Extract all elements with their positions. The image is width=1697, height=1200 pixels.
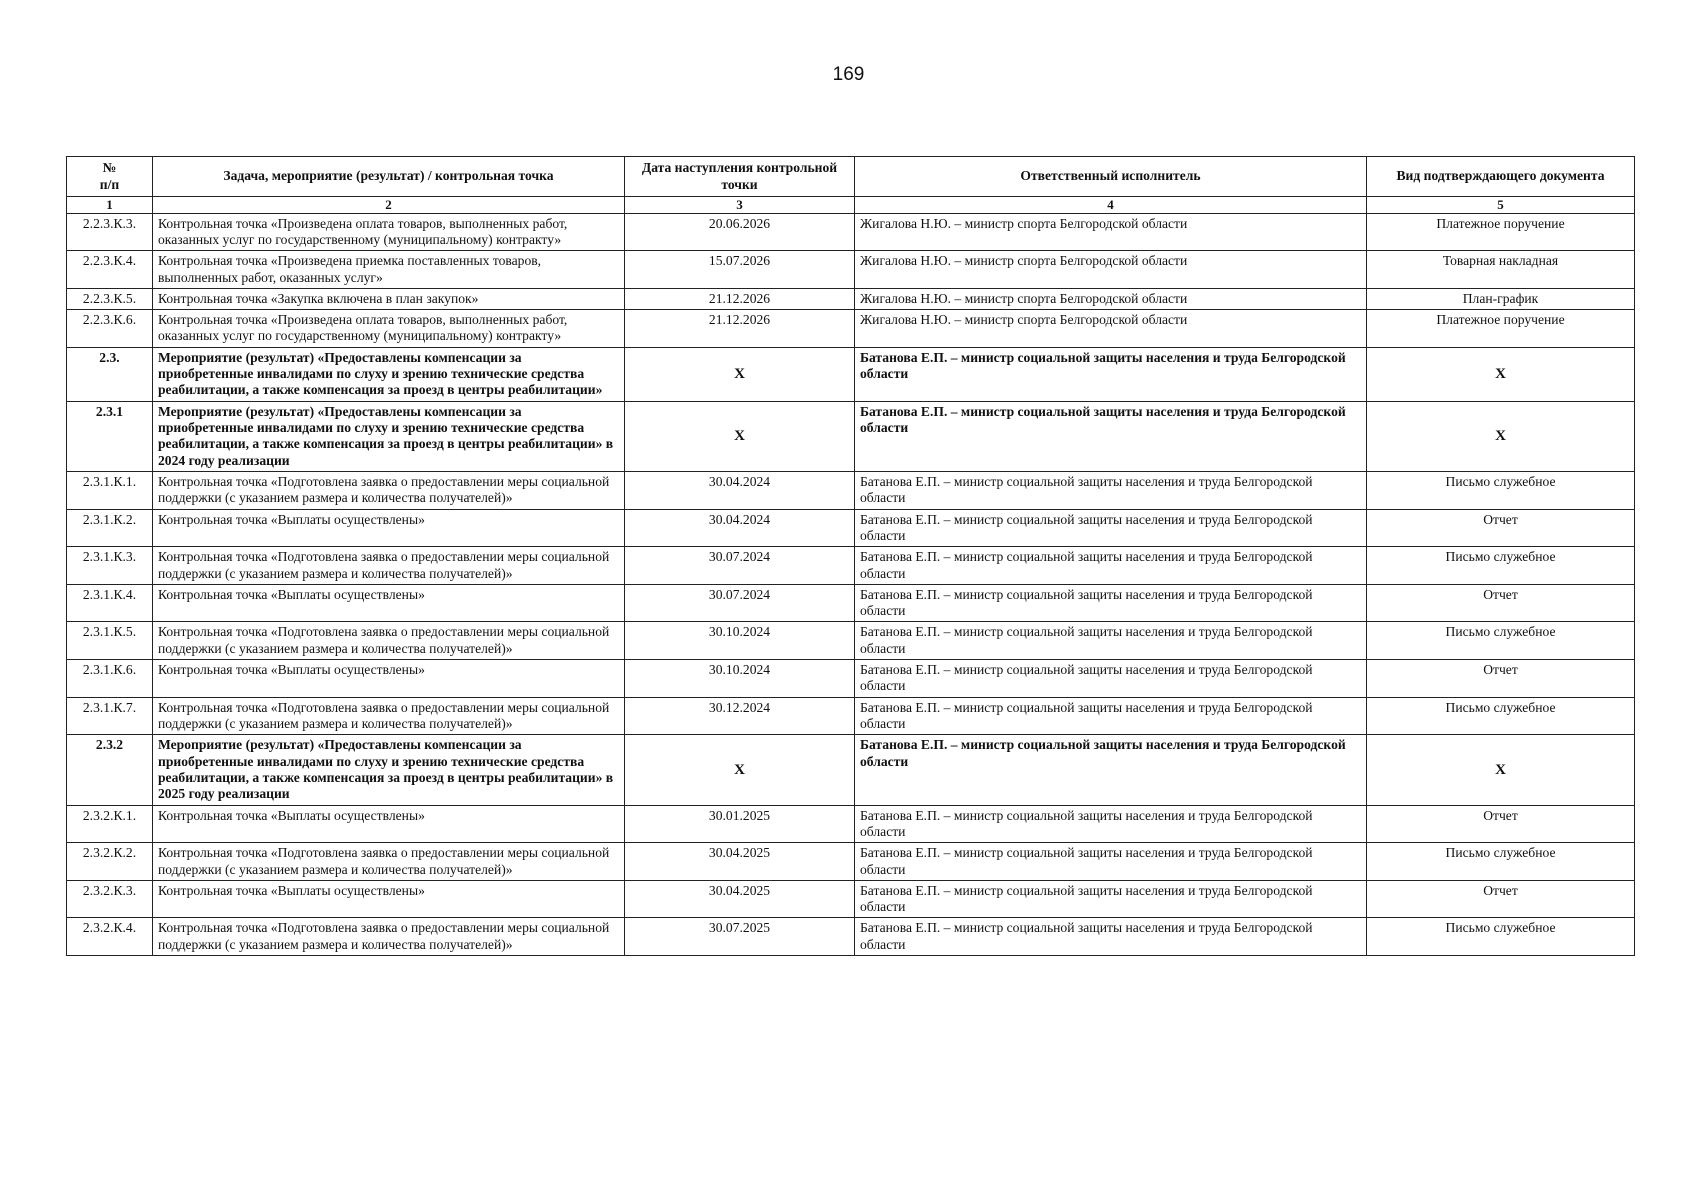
row-task: Контрольная точка «Произведена оплата товаров, выполненных работ, оказанных услуг по государственному (муниципальному) контракту» xyxy=(153,213,625,251)
page-number: 169 xyxy=(832,64,865,85)
row-executor: Батанова Е.П. – министр социальной защиты населения и труда Белгородской области xyxy=(855,401,1367,471)
row-executor: Батанова Е.П. – министр социальной защиты населения и труда Белгородской области xyxy=(855,843,1367,881)
row-date: X xyxy=(625,401,855,471)
table-row xyxy=(67,843,1635,881)
row-document: X xyxy=(1367,735,1635,805)
row-date: X xyxy=(625,735,855,805)
row-document: Отчет xyxy=(1367,509,1635,547)
row-task: Мероприятие (результат) «Предоставлены компенсации за приобретенные инвалидами по слуху и зрению технические средства реабилитации, а также компенсация за проезд в центры реабилитации» в 2024 году реализации xyxy=(153,401,625,471)
row-executor: Батанова Е.П. – министр социальной защиты населения и труда Белгородской области xyxy=(855,509,1367,547)
row-task: Контрольная точка «Выплаты осуществлены» xyxy=(153,584,625,622)
row-executor: Батанова Е.П. – министр социальной защиты населения и труда Белгородской области xyxy=(855,660,1367,698)
row-executor: Батанова Е.П. – министр социальной защиты населения и труда Белгородской области xyxy=(855,471,1367,509)
row-task: Контрольная точка «Выплаты осуществлены» xyxy=(153,880,625,918)
row-date: 30.04.2025 xyxy=(625,843,855,881)
row-date: 30.10.2024 xyxy=(625,660,855,698)
row-task: Контрольная точка «Подготовлена заявка о предоставлении меры социальной поддержки (с указанием размера и количества получателей)» xyxy=(153,697,625,735)
table-header-row xyxy=(67,157,1635,197)
header-num: № п/п xyxy=(67,157,153,197)
row-document: Письмо служебное xyxy=(1367,918,1635,956)
row-number: 2.2.3.К.4. xyxy=(67,251,153,289)
row-number: 2.2.3.К.3. xyxy=(67,213,153,251)
row-executor: Батанова Е.П. – министр социальной защиты населения и труда Белгородской области xyxy=(855,347,1367,401)
table-row xyxy=(67,584,1635,622)
row-date: 21.12.2026 xyxy=(625,310,855,348)
table-row xyxy=(67,660,1635,698)
column-index: 1 xyxy=(67,197,153,214)
row-number: 2.3.1.К.1. xyxy=(67,471,153,509)
row-date: 30.07.2024 xyxy=(625,584,855,622)
column-index: 3 xyxy=(625,197,855,214)
row-task: Контрольная точка «Выплаты осуществлены» xyxy=(153,660,625,698)
table-row xyxy=(67,251,1635,289)
table-row xyxy=(67,288,1635,309)
row-number: 2.3.1 xyxy=(67,401,153,471)
table-row xyxy=(67,547,1635,585)
row-document: Платежное поручение xyxy=(1367,310,1635,348)
table-row xyxy=(67,213,1635,251)
row-date: 30.01.2025 xyxy=(625,805,855,843)
row-number: 2.2.3.К.6. xyxy=(67,310,153,348)
row-document: X xyxy=(1367,401,1635,471)
table-row xyxy=(67,918,1635,956)
row-task: Контрольная точка «Закупка включена в план закупок» xyxy=(153,288,625,309)
row-number: 2.3.2.К.4. xyxy=(67,918,153,956)
row-document: Письмо служебное xyxy=(1367,547,1635,585)
row-task: Контрольная точка «Подготовлена заявка о предоставлении меры социальной поддержки (с указанием размера и количества получателей)» xyxy=(153,843,625,881)
row-date: 30.04.2025 xyxy=(625,880,855,918)
row-number: 2.3.1.К.3. xyxy=(67,547,153,585)
table-row xyxy=(67,310,1635,348)
row-number: 2.3.1.К.6. xyxy=(67,660,153,698)
header-executor: Ответственный исполнитель xyxy=(855,157,1367,197)
row-number: 2.3.2.К.3. xyxy=(67,880,153,918)
row-document: Отчет xyxy=(1367,805,1635,843)
row-document: План-график xyxy=(1367,288,1635,309)
row-executor: Батанова Е.П. – министр социальной защиты населения и труда Белгородской области xyxy=(855,880,1367,918)
table-row xyxy=(67,471,1635,509)
row-executor: Батанова Е.П. – министр социальной защиты населения и труда Белгородской области xyxy=(855,622,1367,660)
table-row xyxy=(67,735,1635,805)
row-document: Письмо служебное xyxy=(1367,471,1635,509)
table-row xyxy=(67,401,1635,471)
row-task: Контрольная точка «Подготовлена заявка о предоставлении меры социальной поддержки (с указанием размера и количества получателей)» xyxy=(153,547,625,585)
row-document: Письмо служебное xyxy=(1367,697,1635,735)
header-date: Дата наступления контрольной точки xyxy=(625,157,855,197)
table-row xyxy=(67,622,1635,660)
row-date: 30.04.2024 xyxy=(625,509,855,547)
row-task: Контрольная точка «Подготовлена заявка о предоставлении меры социальной поддержки (с указанием размера и количества получателей)» xyxy=(153,918,625,956)
table-row xyxy=(67,805,1635,843)
row-executor: Батанова Е.П. – министр социальной защиты населения и труда Белгородской области xyxy=(855,918,1367,956)
table-row xyxy=(67,697,1635,735)
row-task: Контрольная точка «Выплаты осуществлены» xyxy=(153,805,625,843)
row-date: 21.12.2026 xyxy=(625,288,855,309)
row-task: Контрольная точка «Подготовлена заявка о предоставлении меры социальной поддержки (с указанием размера и количества получателей)» xyxy=(153,622,625,660)
row-number: 2.3.2.К.2. xyxy=(67,843,153,881)
row-executor: Жигалова Н.Ю. – министр спорта Белгородской области xyxy=(855,288,1367,309)
column-index-row xyxy=(67,197,1635,214)
row-document: Письмо служебное xyxy=(1367,622,1635,660)
column-index: 5 xyxy=(1367,197,1635,214)
row-executor: Батанова Е.П. – министр социальной защиты населения и труда Белгородской области xyxy=(855,805,1367,843)
row-date: 20.06.2026 xyxy=(625,213,855,251)
row-number: 2.3.1.К.7. xyxy=(67,697,153,735)
table-row xyxy=(67,880,1635,918)
row-number: 2.3.2 xyxy=(67,735,153,805)
row-number: 2.3.2.К.1. xyxy=(67,805,153,843)
row-date: 30.07.2024 xyxy=(625,547,855,585)
row-number: 2.3.1.К.2. xyxy=(67,509,153,547)
table-row xyxy=(67,347,1635,401)
row-task: Мероприятие (результат) «Предоставлены компенсации за приобретенные инвалидами по слуху и зрению технические средства реабилитации, а также компенсация за проезд в центры реабилитации» в 2025 году реализации xyxy=(153,735,625,805)
row-document: Товарная накладная xyxy=(1367,251,1635,289)
table-body xyxy=(67,213,1635,956)
header-task: Задача, мероприятие (результат) / контрольная точка xyxy=(153,157,625,197)
row-task: Мероприятие (результат) «Предоставлены компенсации за приобретенные инвалидами по слуху и зрению технические средства реабилитации, а также компенсация за проезд в центры реабилитации» xyxy=(153,347,625,401)
control-points-table xyxy=(66,156,1635,956)
row-document: Отчет xyxy=(1367,660,1635,698)
header-document: Вид подтверждающего документа xyxy=(1367,157,1635,197)
column-index: 4 xyxy=(855,197,1367,214)
row-executor: Батанова Е.П. – министр социальной защиты населения и труда Белгородской области xyxy=(855,735,1367,805)
column-index: 2 xyxy=(153,197,625,214)
row-executor: Жигалова Н.Ю. – министр спорта Белгородской области xyxy=(855,213,1367,251)
row-document: Платежное поручение xyxy=(1367,213,1635,251)
row-date: 30.04.2024 xyxy=(625,471,855,509)
row-task: Контрольная точка «Произведена приемка поставленных товаров, выполненных работ, оказанных услуг» xyxy=(153,251,625,289)
row-task: Контрольная точка «Произведена оплата товаров, выполненных работ, оказанных услуг по государственному (муниципальному) контракту» xyxy=(153,310,625,348)
row-executor: Батанова Е.П. – министр социальной защиты населения и труда Белгородской области xyxy=(855,697,1367,735)
row-document: X xyxy=(1367,347,1635,401)
table-row xyxy=(67,509,1635,547)
row-document: Отчет xyxy=(1367,584,1635,622)
row-number: 2.3.1.К.4. xyxy=(67,584,153,622)
row-date: X xyxy=(625,347,855,401)
row-document: Отчет xyxy=(1367,880,1635,918)
row-number: 2.3.1.К.5. xyxy=(67,622,153,660)
row-document: Письмо служебное xyxy=(1367,843,1635,881)
row-number: 2.2.3.К.5. xyxy=(67,288,153,309)
row-date: 15.07.2026 xyxy=(625,251,855,289)
row-executor: Батанова Е.П. – министр социальной защиты населения и труда Белгородской области xyxy=(855,547,1367,585)
row-executor: Батанова Е.П. – министр социальной защиты населения и труда Белгородской области xyxy=(855,584,1367,622)
row-task: Контрольная точка «Выплаты осуществлены» xyxy=(153,509,625,547)
row-task: Контрольная точка «Подготовлена заявка о предоставлении меры социальной поддержки (с указанием размера и количества получателей)» xyxy=(153,471,625,509)
row-number: 2.3. xyxy=(67,347,153,401)
row-date: 30.12.2024 xyxy=(625,697,855,735)
row-executor: Жигалова Н.Ю. – министр спорта Белгородской области xyxy=(855,251,1367,289)
row-executor: Жигалова Н.Ю. – министр спорта Белгородской области xyxy=(855,310,1367,348)
row-date: 30.10.2024 xyxy=(625,622,855,660)
row-date: 30.07.2025 xyxy=(625,918,855,956)
